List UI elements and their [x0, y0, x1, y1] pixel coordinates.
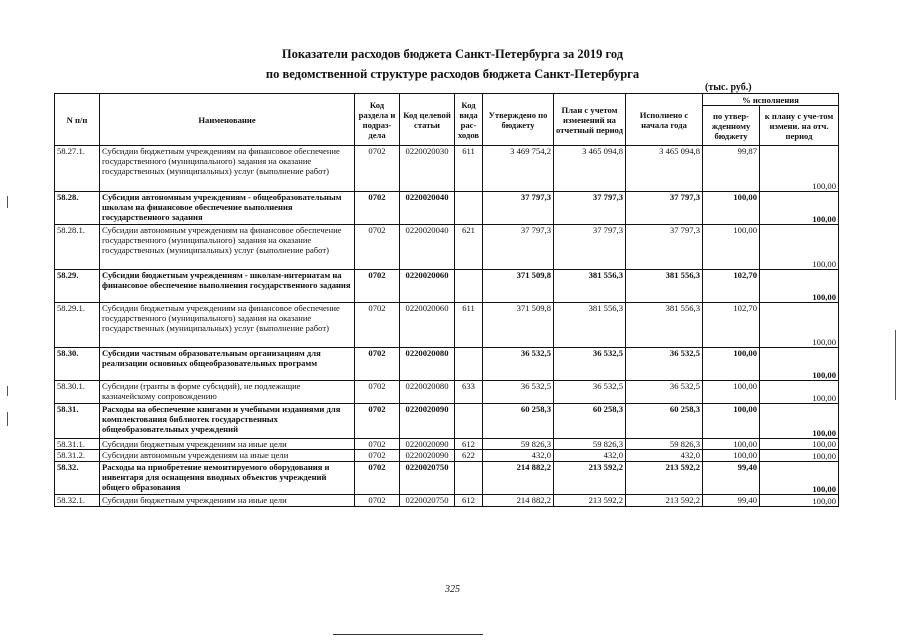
row-pct-approved: 100,00 [703, 381, 760, 404]
row-approved: 214 882,2 [483, 462, 554, 495]
header-pct-plan: к плану с уче-том измени. на отч. период [760, 106, 839, 146]
row-target-code: 0220020090 [400, 439, 455, 450]
header-expense-type: Код вида рас-ходов [455, 94, 483, 146]
row-expense-type [455, 462, 483, 495]
row-target-code: 0220020080 [400, 348, 455, 381]
row-plan: 381 556,3 [554, 303, 626, 348]
row-approved: 371 509,8 [483, 270, 554, 303]
row-executed: 37 797,3 [626, 192, 703, 225]
row-name: Субсидии частным образовательным организациям для реализации основных общеобразовательных программ [100, 348, 355, 381]
row-section-code: 0702 [355, 270, 400, 303]
row-target-code: 0220020040 [400, 225, 455, 270]
header-target-code: Код целевой статьи [400, 94, 455, 146]
scan-mark [895, 330, 896, 400]
header-plan: План с учетом изменений на отчетный период [554, 94, 626, 146]
row-target-code: 0220020030 [400, 146, 455, 192]
row-approved: 60 258,3 [483, 404, 554, 439]
row-pct-plan: 100,00 [760, 146, 839, 192]
row-number: 58.32. [55, 462, 100, 495]
row-pct-plan: 100,00 [760, 303, 839, 348]
row-executed: 381 556,3 [626, 270, 703, 303]
header-name: Наименование [100, 94, 355, 146]
row-plan: 3 465 094,8 [554, 146, 626, 192]
table-row [55, 225, 839, 270]
row-section-code: 0702 [355, 404, 400, 439]
row-plan: 60 258,3 [554, 404, 626, 439]
row-approved: 37 797,3 [483, 192, 554, 225]
row-pct-plan: 100,00 [760, 439, 839, 450]
scan-mark [7, 386, 8, 396]
row-name: Субсидии автономным учреждениям на финансовое обеспечение государственного (муниципального) задания на оказание государственных (муниципальных) услуг (выполнение работ) [100, 225, 355, 270]
row-executed: 36 532,5 [626, 381, 703, 404]
header-pct-approved: по утвер-жденному бюджету [703, 106, 760, 146]
row-number: 58.31.2. [55, 450, 100, 462]
row-approved: 59 826,3 [483, 439, 554, 450]
row-number: 58.29.1. [55, 303, 100, 348]
scan-mark [7, 412, 8, 426]
row-section-code: 0702 [355, 495, 400, 507]
row-name: Расходы на обеспечение книгами и учебными изданиями для комплектования библиотек государственных общеобразовательных учреждений [100, 404, 355, 439]
budget-table [54, 93, 839, 507]
table-row [55, 348, 839, 381]
row-target-code: 0220020090 [400, 404, 455, 439]
row-section-code: 0702 [355, 146, 400, 192]
row-executed: 213 592,2 [626, 462, 703, 495]
row-name: Субсидии бюджетным учреждениям на иные цели [100, 439, 355, 450]
row-pct-plan: 100,00 [760, 450, 839, 462]
row-pct-plan: 100,00 [760, 270, 839, 303]
row-executed: 432,0 [626, 450, 703, 462]
row-approved: 3 469 754,2 [483, 146, 554, 192]
row-section-code: 0702 [355, 192, 400, 225]
row-target-code: 0220020080 [400, 381, 455, 404]
row-name: Субсидии автономным учреждениям на иные цели [100, 450, 355, 462]
row-executed: 213 592,2 [626, 495, 703, 507]
row-pct-approved: 102,70 [703, 270, 760, 303]
row-pct-approved: 99,40 [703, 495, 760, 507]
table-row [55, 146, 839, 192]
row-pct-plan: 100,00 [760, 348, 839, 381]
row-plan: 213 592,2 [554, 462, 626, 495]
row-approved: 371 509,8 [483, 303, 554, 348]
row-section-code: 0702 [355, 303, 400, 348]
title-line-2: по ведомственной структуре расходов бюджета Санкт-Петербурга [265, 67, 640, 81]
row-plan: 213 592,2 [554, 495, 626, 507]
row-name: Субсидии бюджетным учреждениям на финансовое обеспечение государственного (муниципального) задания на оказание государственных (муниципальных) услуг (выполнение работ) [100, 146, 355, 192]
row-pct-approved: 102,70 [703, 303, 760, 348]
row-pct-approved: 99,40 [703, 462, 760, 495]
row-expense-type [455, 270, 483, 303]
row-approved: 432,0 [483, 450, 554, 462]
row-pct-approved: 100,00 [703, 450, 760, 462]
table-row [55, 303, 839, 348]
row-target-code: 0220020750 [400, 462, 455, 495]
row-name: Субсидии автономным учреждениям - общеобразовательным школам на финансовое обеспечение выполнения государственного задания [100, 192, 355, 225]
row-plan: 59 826,3 [554, 439, 626, 450]
row-section-code: 0702 [355, 462, 400, 495]
units-label: (тыс. руб.) [705, 82, 752, 93]
row-expense-type [455, 192, 483, 225]
row-pct-approved: 99,87 [703, 146, 760, 192]
row-name: Субсидии (гранты в форме субсидий), не подлежащие казначейскому сопровождению [100, 381, 355, 404]
row-pct-plan: 100,00 [760, 462, 839, 495]
row-pct-plan: 100,00 [760, 225, 839, 270]
row-executed: 3 465 094,8 [626, 146, 703, 192]
row-executed: 381 556,3 [626, 303, 703, 348]
row-pct-approved: 100,00 [703, 225, 760, 270]
row-section-code: 0702 [355, 225, 400, 270]
row-number: 58.30. [55, 348, 100, 381]
row-target-code: 0220020060 [400, 303, 455, 348]
table-row [55, 404, 839, 439]
row-executed: 36 532,5 [626, 348, 703, 381]
row-number: 58.28. [55, 192, 100, 225]
row-section-code: 0702 [355, 348, 400, 381]
row-expense-type: 612 [455, 495, 483, 507]
row-plan: 37 797,3 [554, 225, 626, 270]
row-pct-approved: 100,00 [703, 348, 760, 381]
row-target-code: 0220020040 [400, 192, 455, 225]
row-expense-type: 633 [455, 381, 483, 404]
table-row [55, 381, 839, 404]
row-expense-type: 612 [455, 439, 483, 450]
row-expense-type: 621 [455, 225, 483, 270]
header-percent-group: % исполнения [703, 94, 839, 106]
header-executed: Исполнено с начала года [626, 94, 703, 146]
table-row [55, 439, 839, 450]
row-approved: 214 882,2 [483, 495, 554, 507]
row-approved: 36 532,5 [483, 348, 554, 381]
row-target-code: 0220020750 [400, 495, 455, 507]
row-section-code: 0702 [355, 450, 400, 462]
row-number: 58.28.1. [55, 225, 100, 270]
title-line-1: Показатели расходов бюджета Санкт-Петербурга за 2019 год [281, 47, 624, 61]
row-expense-type: 611 [455, 146, 483, 192]
page-number: 325 [445, 584, 460, 595]
row-section-code: 0702 [355, 381, 400, 404]
row-expense-type: 622 [455, 450, 483, 462]
row-plan: 36 532,5 [554, 348, 626, 381]
row-expense-type [455, 348, 483, 381]
table-row [55, 495, 839, 507]
header-approved: Утверждено по бюджету [483, 94, 554, 146]
row-expense-type [455, 404, 483, 439]
row-pct-approved: 100,00 [703, 192, 760, 225]
row-name: Расходы на приобретение немонтируемого оборудования и инвентаря для оснащения вводных объектов учреждений общего образования [100, 462, 355, 495]
header-section-code: Код раздела и подраз-дела [355, 94, 400, 146]
row-executed: 37 797,3 [626, 225, 703, 270]
row-plan: 432,0 [554, 450, 626, 462]
row-number: 58.30.1. [55, 381, 100, 404]
footer-rule [333, 634, 483, 635]
row-approved: 36 532,5 [483, 381, 554, 404]
row-executed: 59 826,3 [626, 439, 703, 450]
row-executed: 60 258,3 [626, 404, 703, 439]
row-name: Субсидии бюджетным учреждениям на финансовое обеспечение государственного (муниципального) задания на оказание государственных (муниципальных) услуг (выполнение работ) [100, 303, 355, 348]
row-name: Субсидии бюджетным учреждениям на иные цели [100, 495, 355, 507]
row-plan: 37 797,3 [554, 192, 626, 225]
table-row [55, 270, 839, 303]
row-number: 58.31. [55, 404, 100, 439]
row-number: 58.27.1. [55, 146, 100, 192]
table-row [55, 192, 839, 225]
row-pct-plan: 100,00 [760, 495, 839, 507]
row-plan: 381 556,3 [554, 270, 626, 303]
row-plan: 36 532,5 [554, 381, 626, 404]
row-number: 58.32.1. [55, 495, 100, 507]
row-name: Субсидии бюджетным учреждениям - школам-интернатам на финансовое обеспечение выполнения государственного задания [100, 270, 355, 303]
row-pct-plan: 100,00 [760, 192, 839, 225]
row-section-code: 0702 [355, 439, 400, 450]
header-row-num: N п/п [55, 94, 100, 146]
row-expense-type: 611 [455, 303, 483, 348]
table-body [55, 146, 839, 507]
row-number: 58.31.1. [55, 439, 100, 450]
row-pct-plan: 100,00 [760, 381, 839, 404]
row-number: 58.29. [55, 270, 100, 303]
row-pct-approved: 100,00 [703, 439, 760, 450]
row-approved: 37 797,3 [483, 225, 554, 270]
table-row [55, 450, 839, 462]
page-title [0, 44, 905, 84]
scan-mark [7, 196, 8, 208]
row-target-code: 0220020060 [400, 270, 455, 303]
row-target-code: 0220020090 [400, 450, 455, 462]
row-pct-plan: 100,00 [760, 404, 839, 439]
table-row [55, 462, 839, 495]
row-pct-approved: 100,00 [703, 404, 760, 439]
